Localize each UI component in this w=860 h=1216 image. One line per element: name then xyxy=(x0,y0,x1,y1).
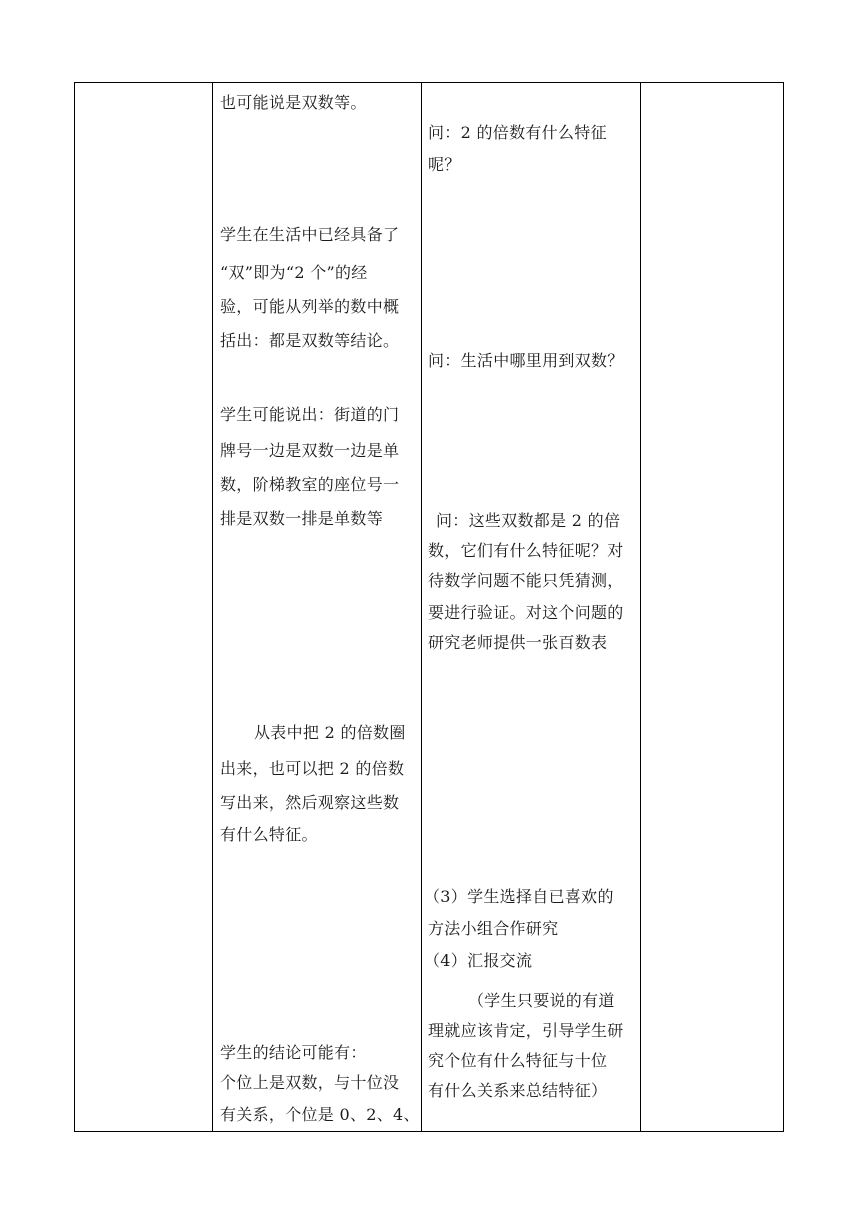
student-text-line: 学生的结论可能有： xyxy=(220,1043,367,1062)
student-text-line: 排是双数一排是单数等 xyxy=(220,509,384,528)
student-text-line: 也可能说是双数等。 xyxy=(220,93,367,112)
column-divider xyxy=(421,82,422,1132)
student-text-line: 从表中把 2 的倍数圈 xyxy=(254,723,406,742)
teacher-text-line: 数，它们有什么特征呢？对 xyxy=(428,541,624,560)
teacher-text-line: 问：这些双数都是 2 的倍 xyxy=(436,511,621,530)
teacher-text-line: 待数学问题不能只凭猜测， xyxy=(428,571,624,590)
teacher-text-line: 研究老师提供一张百数表 xyxy=(428,633,608,652)
teacher-text-line: 要进行验证。对这个问题的 xyxy=(428,603,624,622)
student-text-line: 数，阶梯教室的座位号一 xyxy=(220,475,400,494)
teacher-text-line: 理就应该肯定，引导学生研 xyxy=(428,1021,624,1040)
column-divider xyxy=(640,82,641,1132)
teacher-text-line: 究个位有什么特征与十位 xyxy=(428,1051,608,1070)
teacher-text-line: 问：2 的倍数有什么特征 xyxy=(428,123,607,142)
student-text-line: 括出：都是双数等结论。 xyxy=(220,331,400,350)
teacher-text-line: 有什么关系来总结特征） xyxy=(428,1081,608,1100)
teacher-text-line: （学生只要说的有道 xyxy=(468,991,615,1010)
student-text-line: 出来，也可以把 2 的倍数 xyxy=(220,759,405,778)
student-text-line: 有关系，个位是 0、2、4、 xyxy=(220,1105,420,1124)
student-text-line: “双”即为“2 个”的经 xyxy=(220,263,368,282)
teacher-text-line: 方法小组合作研究 xyxy=(428,919,559,938)
student-text-line: 个位上是双数，与十位没 xyxy=(220,1073,400,1092)
column-divider xyxy=(212,82,213,1132)
student-text-line: 写出来，然后观察这些数 xyxy=(220,793,400,812)
student-text-line: 有什么特征。 xyxy=(220,825,318,844)
student-text-line: 牌号一边是双数一边是单 xyxy=(220,441,400,460)
teacher-text-line: （3）学生选择自已喜欢的 xyxy=(424,887,614,906)
teacher-text-line: 问：生活中哪里用到双数？ xyxy=(428,351,624,370)
student-text-line: 验，可能从列举的数中概 xyxy=(220,297,400,316)
teacher-text-line: （4）汇报交流 xyxy=(424,951,533,970)
student-text-line: 学生可能说出：街道的门 xyxy=(220,405,400,424)
teacher-text-line: 呢？ xyxy=(428,155,461,174)
student-text-line: 学生在生活中已经具备了 xyxy=(220,225,400,244)
